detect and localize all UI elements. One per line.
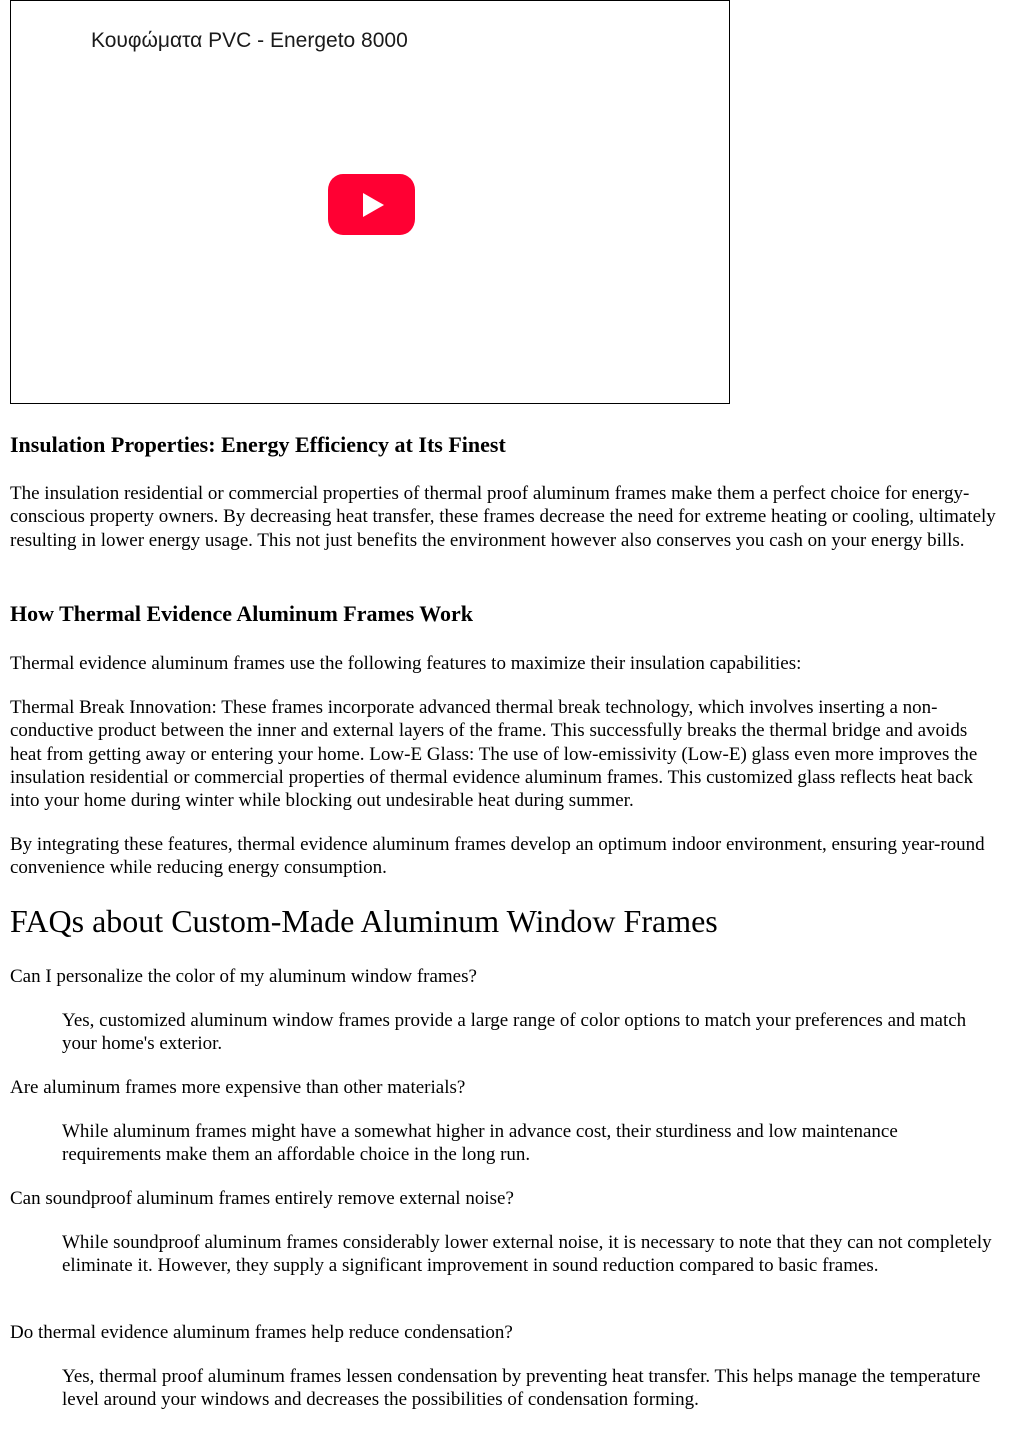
faq-heading: FAQs about Custom-Made Aluminum Window Frames [10,903,718,939]
how-conclusion-paragraph: By integrating these features, thermal evidence aluminum frames develop an optimum indoor environment, ensuring year-round convenience while reducing energy consumption. [10,834,985,879]
section-heading-insulation: Insulation Properties: Energy Efficiency at Its Finest [10,432,506,457]
play-icon [328,174,415,235]
faq-question: Are aluminum frames more expensive than other materials? [10,1077,466,1098]
play-button[interactable] [328,174,415,235]
video-embed[interactable] [10,0,730,404]
faq-answer: While aluminum frames might have a somewhat higher in advance cost, their sturdiness and low maintenance requirements make them an affordable choice in the long run. [62,1121,898,1166]
faq-answer: Yes, thermal proof aluminum frames lessen condensation by preventing heat transfer. This helps manage the temperature level around your windows and decreases the possibilities of condensation forming. [62,1366,981,1411]
faq-question: Do thermal evidence aluminum frames help reduce condensation? [10,1322,513,1343]
how-features-paragraph: Thermal Break Innovation: These frames incorporate advanced thermal break technology, which involves inserting a non-conductive product between the inner and external layers of the frame. This successfully breaks the thermal bridge and avoids heat from getting away or entering your home. Low-E Glass: The use of low-emissivity (Low-E) glass even more improves the insulation residential or commercial properties of thermal evidence aluminum frames. This customized glass reflects heat back into your home during winter while blocking out undesirable heat during summer. [10,697,978,812]
how-intro-paragraph: Thermal evidence aluminum frames use the following features to maximize their insulation capabilities: [10,653,802,674]
faq-question: Can I personalize the color of my aluminum window frames? [10,966,477,987]
faq-question: Can soundproof aluminum frames entirely remove external noise? [10,1188,514,1209]
video-title[interactable]: Κουφώματα PVC - Energeto 8000 [91,29,408,52]
faq-answer: Yes, customized aluminum window frames provide a large range of color options to match your preferences and match your home's exterior. [62,1010,967,1055]
insulation-paragraph: The insulation residential or commercial properties of thermal proof aluminum frames make them a perfect choice for energy-conscious property owners. By decreasing heat transfer, these frames decrease the need for extreme heating or cooling, ultimately resulting in lower energy usage. This not just benefits the environment however also conserves you cash on your energy bills. [10,483,996,551]
section-heading-how-it-works: How Thermal Evidence Aluminum Frames Work [10,601,474,626]
faq-answer: While soundproof aluminum frames considerably lower external noise, it is necessary to note that they can not completely eliminate it. However, they supply a significant improvement in sound reduction compared to basic frames. [62,1232,992,1277]
